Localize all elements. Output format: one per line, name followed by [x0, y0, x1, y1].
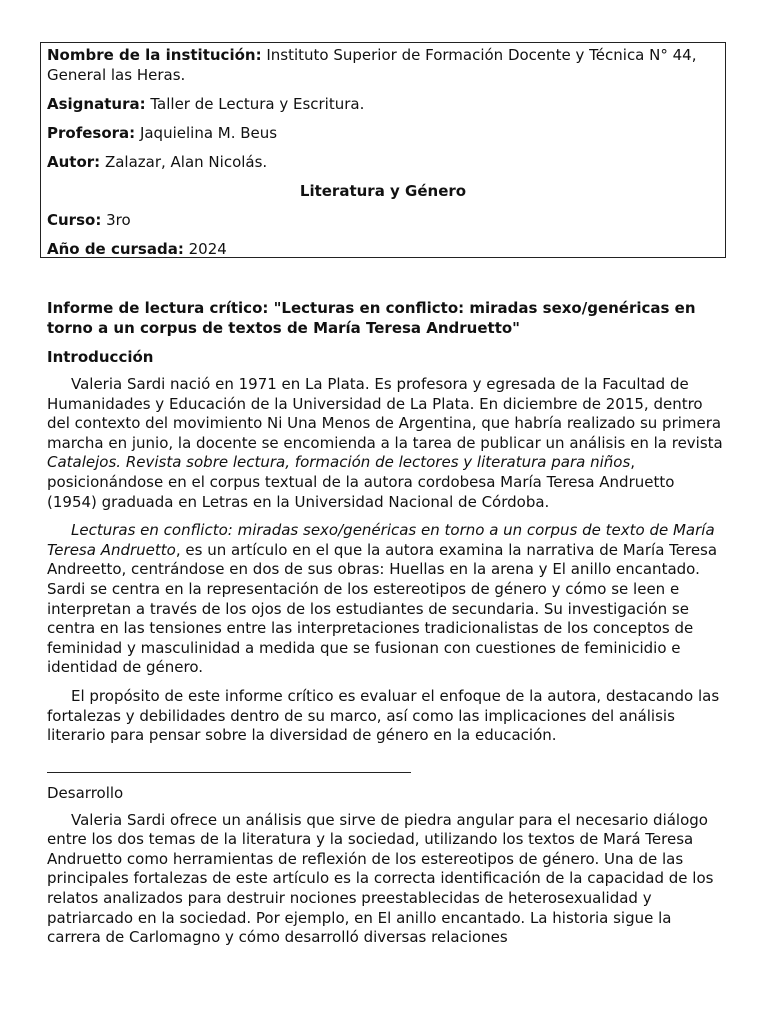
section-divider [47, 772, 411, 773]
development-heading: Desarrollo [47, 783, 124, 802]
intro-paragraph-2 [47, 521, 727, 678]
topic-title: Literatura y Género [299, 182, 467, 200]
report-title: Informe de lectura crítico: "Lecturas en conflicto: miradas sexo/genéricas en torno a un corpus de textos de María Teresa Andruetto" [47, 299, 696, 337]
teacher-label: Profesora: [47, 124, 136, 142]
author-row [47, 152, 719, 172]
intro-paragraph-3: El propósito de este informe crítico es evaluar el enfoque de la autora, destacando las fortalezas y debilidades dentro de su marco, así como las implicaciones del análisis literario para pensar sobre la diversidad de género en la educación. [47, 686, 720, 745]
institution-row [47, 45, 719, 85]
p2-text: , es un artículo en el que la autora examina la narrativa de María Teresa Andreetto, centrándose en dos de sus obras: Huellas en la arena y El anillo encantado. Sardi se centra en la representación de los estereotipos de género y cómo se leen e interpretan a través de los ojos de los estudiantes de secundaria. Su investigación se centra en las tensiones entre las interpretaciones tradicionalistas de los conceptos de feminidad y masculinidad a medida que se fusionan con cuestiones de feminicidio e identidad de género. [47, 540, 718, 677]
development-paragraph-1: Valeria Sardi ofrece un análisis que sirve de piedra angular para el necesario diálogo entre los dos temas de la literatura y la sociedad, utilizando los textos de Mará Teresa Andruetto como herramientas de reflexión de los estereotipos de género. Una de las principales fortalezas de este artículo es la correcta identificación de la capacidad de los relatos analizados para destruir nociones preestablecidas de heterosexualidad y patriarcado en la sociedad. Por ejemplo, en El anillo encantado. La historia sigue la carrera de Carlomagno y cómo desarrolló diversas relaciones [47, 810, 714, 947]
p2-article-title: Lecturas en conflicto: miradas sexo/genéricas en torno a un corpus de texto de María Teresa Andruetto [47, 521, 715, 559]
p1-text-a: Valeria Sardi nació en 1971 en La Plata. Es profesora y egresada de la Facultad de Humanidades y Educación de la Universidad de La Plata. En diciembre de 2015, dentro del contexto del movimiento Ni Una Menos de Argentina, que habría realizado su primera marcha en junio, la docente se encomienda a la tarea de publicar un análisis en la revista [47, 375, 723, 452]
institution-label: Nombre de la institución: [47, 46, 262, 64]
course-label: Curso: [47, 211, 102, 229]
year-value: 2024 [188, 240, 227, 258]
year-row [47, 239, 719, 259]
subject-value: Taller de Lectura y Escritura. [145, 95, 365, 113]
intro-heading: Introducción [47, 348, 154, 366]
teacher-value: Jaquielina M. Beus [139, 124, 278, 142]
author-value: Zalazar, Alan Nicolás. [100, 153, 268, 171]
teacher-row [47, 123, 719, 143]
year-label: Año de cursada: [47, 240, 184, 258]
subject-label: Asignatura: [47, 95, 146, 113]
p1-text-b: , posicionándose en el corpus textual de la autora cordobesa María Teresa Andruetto (1954) graduada en Letras en la Universidad Nacional de Córdoba. [47, 453, 675, 511]
course-value: 3ro [106, 211, 131, 229]
report-body [47, 298, 727, 957]
course-row [47, 210, 719, 230]
institution-value: Instituto Superior de Formación Docente y Técnica N° 44, General las Heras. [47, 46, 697, 84]
intro-paragraph-1 [47, 375, 727, 512]
header-info-box [40, 42, 726, 258]
p1-magazine-title: Catalejos. Revista sobre lectura, formación de lectores y literatura para niños [47, 453, 631, 472]
author-label: Autor: [47, 153, 101, 171]
subject-row [47, 94, 719, 114]
